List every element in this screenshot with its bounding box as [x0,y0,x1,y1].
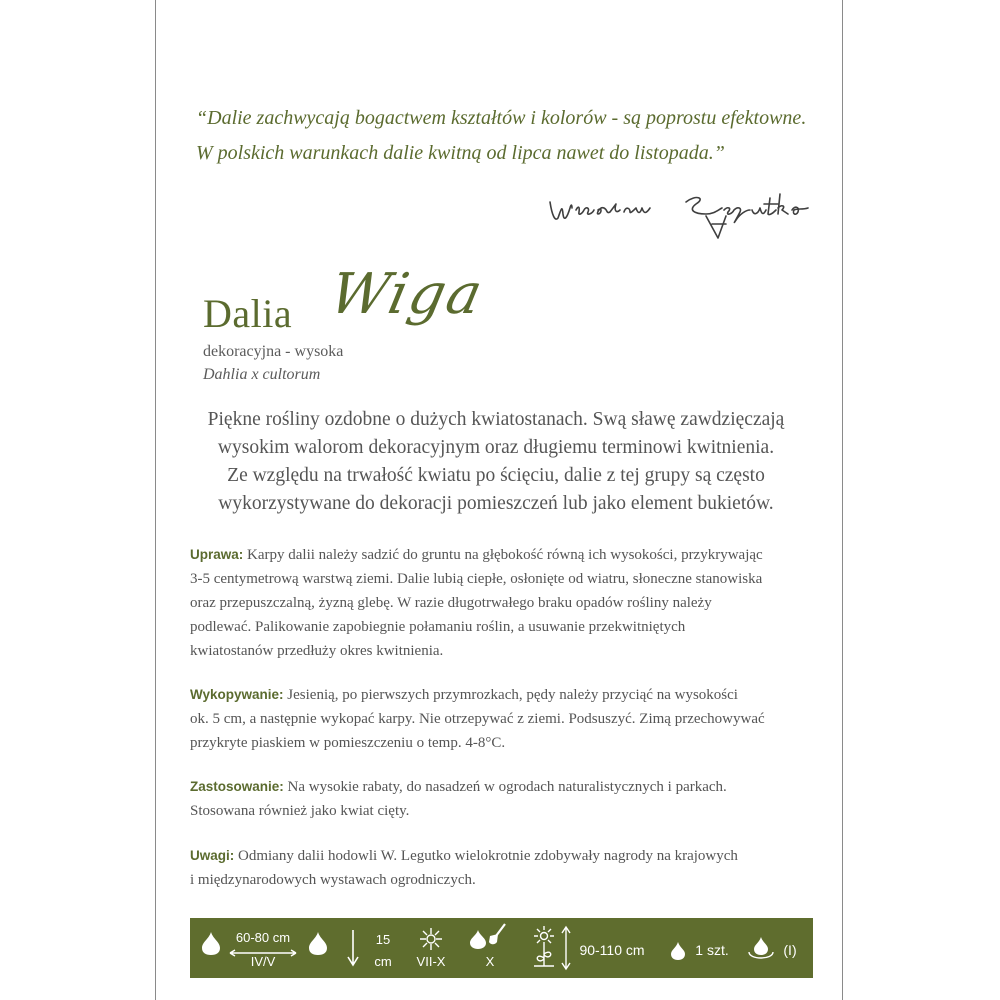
section-label: Uwagi: [190,848,235,863]
bulb-icon [669,940,687,962]
intro-line: Ze względu na trwałość kwiatu po ścięciu, dalie z tej grupy są często [227,465,765,486]
quote [196,101,836,171]
section-wykopywanie [190,683,840,755]
flower-icon [418,926,444,952]
section-text: przykryte piaskiem w pomieszczeniu o temp. 4-8°C. [190,735,506,751]
bulb-icon [307,930,329,956]
depth-value: 15 [375,932,391,947]
spacing-top: 60-80 cm [235,930,291,945]
quote-line-2: W polskich warunkach dalie kwitną od lipca nawet do listopada.” [196,142,725,164]
intro-paragraph [176,406,816,518]
section-text: Stosowana również jako kwiat cięty. [190,803,410,819]
bulb-icon [468,928,488,950]
plant-height-icon [530,924,576,972]
depth-unit: cm [374,954,392,969]
signature-image [546,180,836,260]
section-zastosowanie [190,775,840,823]
info-band [190,918,813,978]
section-uprawa [190,543,840,663]
section-text: Odmiany dalii hodowli W. Legutko wielokrotnie zdobywały nagrody na krajowych [234,848,738,864]
section-label: Uprawa: [190,547,244,562]
section-uwagi [190,844,840,892]
product-card [155,0,843,1000]
genus-title: Dalia [203,291,293,336]
quote-line-1: “Dalie zachwycają bogactwem kształtów i kolorów - są poprostu efektowne. [196,107,807,129]
down-arrow-icon [346,928,360,968]
section-text: i międzynarodowych wystawach ogrodniczych. [190,872,476,888]
dig-month: X [485,954,495,969]
section-text: 3-5 centymetrową warstwą ziemi. Dalie lubią ciepłe, osłonięte od wiatru, słoneczne stanowiska [190,571,763,587]
type-subtitle: dekoracyjna - wysoka [203,343,344,360]
section-text: kwiatostanów przedłuży okres kwitnienia. [190,643,444,659]
section-text: oraz przepuszczalną, żyzną glebę. W razie długotrwałego braku opadów rośliny należy [190,595,712,611]
latin-name: Dahlia x cultorum [203,366,321,383]
spacing-bottom: IV/V [250,954,276,969]
plant-height: 90-110 cm [579,942,645,958]
section-text: Na wysokie rabaty, do nasadzeń w ogrodach naturalistycznych i parkach. [283,779,727,795]
bloom-months: VII-X [416,954,446,969]
section-text: Jesienią, po pierwszych przymrozkach, pędy należy przyciąć na wysokości [283,687,738,703]
bulb-icon [200,930,222,956]
intro-line: wysokim walorom dekoracyjnym oraz długiemu terminowi kwitnienia. [217,437,775,458]
section-text: ok. 5 cm, a następnie wykopać karpy. Nie otrzepywać z ziemi. Podsuszyć. Zimą przechowywać [190,711,765,727]
quantity: 1 szt. [695,942,729,958]
variety-name: Wiga [324,262,490,327]
intro-line: wykorzystywane do dekoracji pomieszczeń lub jako element bukietów. [218,493,774,514]
bulb-pack-icon [746,934,776,962]
section-text: Karpy dalii należy sadzić do gruntu na głębokość równą ich wysokości, przykrywając [243,547,763,563]
grade: (I) [783,942,797,958]
shovel-icon [486,922,508,948]
section-label: Wykopywanie: [190,687,284,702]
title-row [203,262,523,342]
intro-line: Piękne rośliny ozdobne o dużych kwiatostanach. Swą sławę zawdzięczają [207,409,785,430]
section-label: Zastosowanie: [190,779,284,794]
section-text: podlewać. Palikowanie zapobiegnie połamaniu roślin, a usuwanie przekwitniętych [190,619,686,635]
